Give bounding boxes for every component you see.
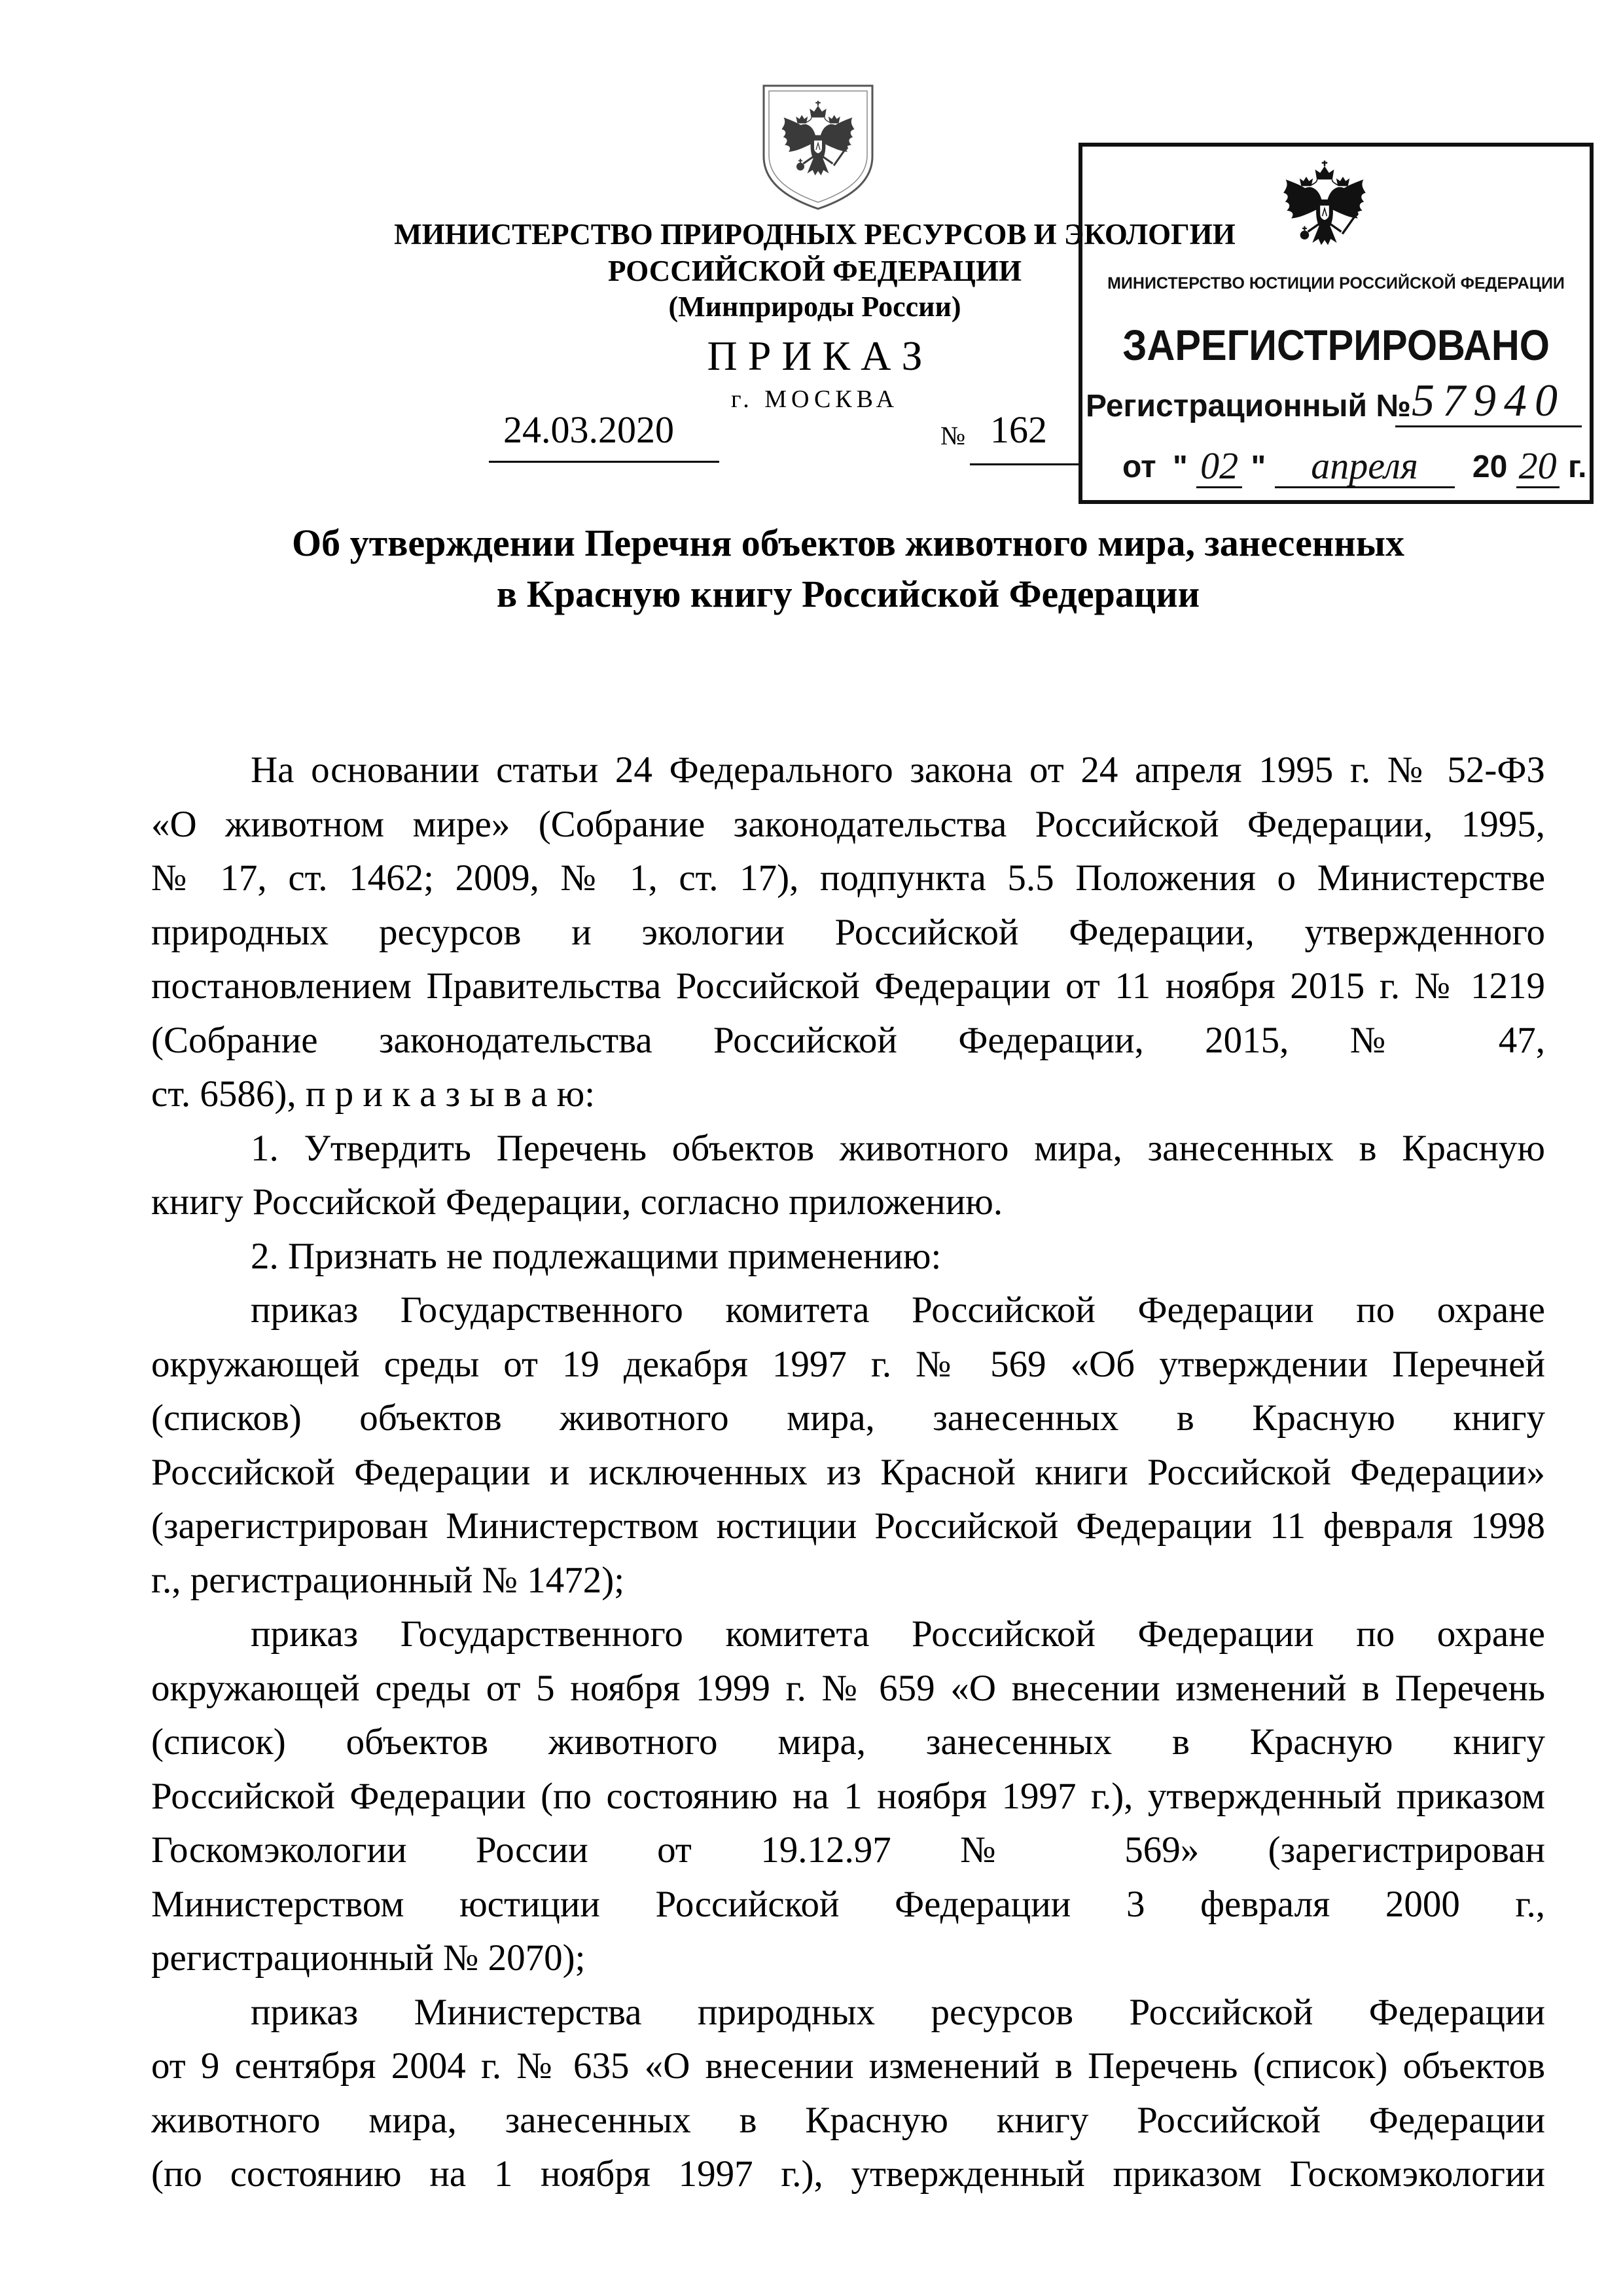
body-paragraph-6 (151, 1986, 1545, 2202)
text-line: г., регистрационный № 1472); (151, 1559, 625, 1601)
body-paragraph-2 (151, 1122, 1545, 1230)
text-line: природных ресурсов и экологии Российской Федерации, утвержденного (151, 911, 1545, 953)
stamp-date-from-label: от (1122, 450, 1156, 484)
stamp-authority: МИНИСТЕРСТВО ЮСТИЦИИ РОССИЙСКОЙ ФЕДЕРАЦИИ (1107, 274, 1565, 293)
stamp-status (1082, 319, 1590, 371)
text-line: (список) объектов животного мира, занесенных в Красную книгу (151, 1721, 1545, 1763)
text-line: от 9 сентября 2004 г. № 635 «О внесении изменений в Перечень (список) объектов (151, 2045, 1545, 2087)
registration-stamp (1079, 143, 1594, 504)
stamp-date-open-quote: " (1172, 450, 1188, 484)
text-line: (списков) объектов животного мира, занесенных в Красную книгу (151, 1397, 1545, 1439)
document-number-sign: № (940, 421, 966, 450)
text-line: Министерством юстиции Российской Федерации 3 февраля 2000 г., (151, 1883, 1545, 1925)
document-type: П Р И К А З (707, 332, 923, 379)
stamp-date-year-suffix: г. (1567, 450, 1587, 484)
text-line: 2. Признать не подлежащими применению: (251, 1235, 942, 1277)
text-line: № 17, ст. 1462; 2009, № 1, ст. 17), подпункта 5.5 Положения о Министерстве (151, 857, 1545, 899)
text-line: На основании статьи 24 Федерального закона от 24 апреля 1995 г. № 52-ФЗ (251, 749, 1545, 791)
text-line: приказ Государственного комитета Российской Федерации по охране (251, 1613, 1545, 1655)
text-line: приказ Государственного комитета Российской Федерации по охране (251, 1289, 1545, 1331)
document-title-line-2: в Красную книгу Российской Федерации (496, 573, 1200, 615)
document-date: 24.03.2020 (503, 408, 674, 451)
text-line: (зарегистрирован Министерством юстиции Российской Федерации 11 февраля 1998 (151, 1505, 1545, 1547)
text-line: (по состоянию на 1 ноября 1997 г.), утвержденный приказом Госкомэкологии (151, 2153, 1545, 2195)
stamp-date-day: 02 (1196, 446, 1242, 488)
text-line: окружающей среды от 5 ноября 1999 г. № 659 «О внесении изменений в Перечень (151, 1667, 1545, 1709)
document-body (151, 744, 1545, 2202)
body-paragraph-5 (151, 1607, 1545, 1986)
text-line: регистрационный № 2070); (151, 1937, 586, 1979)
document-title (151, 518, 1545, 620)
ministry-name-line-2: РОССИЙСКОЙ ФЕДЕРАЦИИ (608, 255, 1022, 287)
stamp-status-text: ЗАРЕГИСТРИРОВАНО (1122, 321, 1550, 369)
stamp-date-year-handwritten: 20 (1516, 446, 1560, 488)
text-line: постановлением Правительства Российской Федерации от 11 ноября 2015 г. № 1219 (151, 965, 1545, 1007)
ministry-short-name: (Минприроды России) (668, 291, 961, 323)
document-number-underline (970, 463, 1080, 465)
text-line: ст. 6586), п р и к а з ы в а ю: (151, 1073, 596, 1115)
text-line: книгу Российской Федерации, согласно приложению. (151, 1181, 1003, 1223)
text-line: приказ Министерства природных ресурсов Российской Федерации (251, 1991, 1545, 2033)
stamp-date-year-printed: 20 (1472, 450, 1508, 484)
stamp-registration-number: 57940 (1395, 376, 1582, 427)
stamp-registration-label: Регистрационный № (1086, 389, 1411, 423)
stamp-date-month: апреля (1275, 446, 1455, 488)
body-paragraph-1 (151, 744, 1545, 1122)
text-line: 1. Утвердить Перечень объектов животного мира, занесенных в Красную (251, 1127, 1545, 1169)
text-line: (Собрание законодательства Российской Федерации, 2015, № 47, (151, 1019, 1545, 1061)
text-line: окружающей среды от 19 декабря 1997 г. № 569 «Об утверждении Перечней (151, 1343, 1545, 1385)
text-line: Российской Федерации (по состоянию на 1 ноября 1997 г.), утвержденный приказом (151, 1775, 1545, 1817)
stamp-registration-date (1122, 446, 1587, 492)
text-line: Российской Федерации и исключенных из Красной книги Российской Федерации» (151, 1451, 1545, 1493)
body-paragraph-4 (151, 1283, 1545, 1607)
coat-of-arms-icon (756, 81, 880, 213)
document-title-line-1: Об утверждении Перечня объектов животного мира, занесенных (292, 522, 1404, 564)
body-paragraph-3 (151, 1230, 1545, 1284)
text-line: животного мира, занесенных в Красную книгу Российской Федерации (151, 2099, 1545, 2141)
document-number: 162 (990, 408, 1047, 451)
stamp-coat-of-arms-icon (1269, 158, 1380, 261)
ministry-name-line-1: МИНИСТЕРСТВО ПРИРОДНЫХ РЕСУРСОВ И ЭКОЛОГИИ (394, 218, 1236, 251)
document-city: г. МОСКВА (730, 386, 899, 413)
document-date-underline (489, 461, 719, 463)
stamp-date-close-quote: " (1251, 450, 1266, 484)
text-line: Госкомэкологии России от 19.12.97 № 569» (зарегистрирован (151, 1829, 1545, 1871)
text-line: «О животном мире» (Собрание законодательства Российской Федерации, 1995, (151, 803, 1545, 845)
